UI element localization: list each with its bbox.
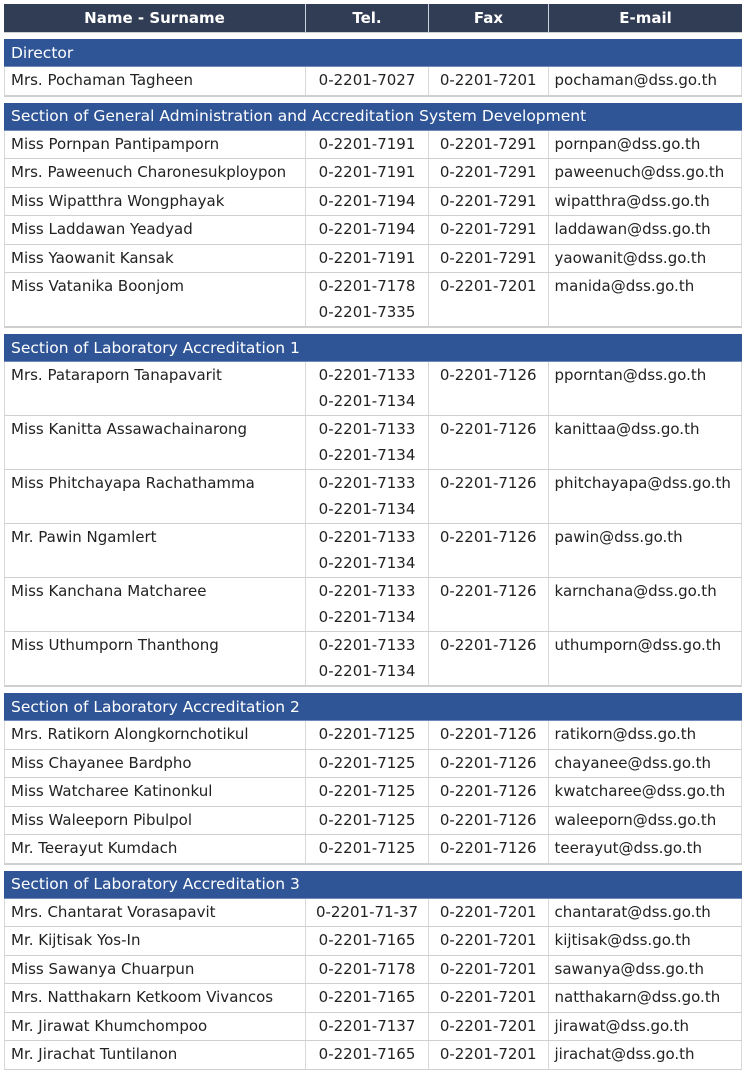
section-title: Section of Laboratory Accreditation 3 (4, 871, 742, 899)
cell-tel (306, 984, 429, 1012)
cell-tel (306, 131, 429, 159)
section-title: Director (4, 39, 742, 67)
table-row (4, 956, 742, 985)
tel-number: 0-2201-7165 (318, 1045, 416, 1063)
cell-name: Miss Wipatthra Wongphayak (5, 188, 306, 216)
table-row (4, 273, 742, 327)
cell-fax: 0-2201-7126 (429, 778, 549, 806)
cell-tel (306, 721, 429, 749)
cell-name: Mrs. Paweenuch Charonesukploypon (5, 159, 306, 187)
cell-fax: 0-2201-7126 (429, 578, 549, 631)
cell-tel (306, 778, 429, 806)
section-spacer (4, 96, 742, 103)
cell-fax: 0-2201-7126 (429, 362, 549, 415)
cell-tel (306, 1041, 429, 1069)
cell-tel (306, 416, 429, 469)
tel-number: 0-2201-7125 (318, 810, 416, 829)
tel-number: 0-2201-7194 (318, 220, 416, 238)
tel-number: 0-2201-7133 (318, 636, 416, 654)
cell-fax: 0-2201-7201 (429, 273, 549, 326)
table-row (4, 245, 742, 274)
cell-name: Mrs. Natthakarn Ketkoom Vivancos (5, 984, 306, 1012)
cell-name: Miss Phitchayapa Rachathamma (5, 470, 306, 523)
header-name: Name - Surname (4, 4, 306, 32)
tel-number: 0-2201-7134 (318, 553, 416, 572)
cell-name: Miss Watcharee Katinonkul (5, 778, 306, 806)
section-spacer (4, 686, 742, 693)
cell-tel (306, 524, 429, 577)
cell-name: Mr. Teerayut Kumdach (5, 835, 306, 863)
cell-fax: 0-2201-7126 (429, 807, 549, 835)
cell-tel (306, 362, 429, 415)
cell-email: uthumporn@dss.go.th (554, 636, 722, 654)
cell-name: Miss Uthumporn Thanthong (5, 632, 306, 685)
tel-number: 0-2201-7165 (318, 931, 416, 949)
table-row (4, 984, 742, 1013)
cell-name: Miss Pornpan Pantipamporn (5, 131, 306, 159)
tel-number: 0-2201-7178 (318, 959, 416, 978)
tel-number: 0-2201-7133 (318, 420, 416, 438)
cell-email: pochaman@dss.go.th (554, 71, 717, 89)
contact-directory-table (4, 4, 742, 1070)
cell-fax: 0-2201-7126 (429, 470, 549, 523)
tel-number: 0-2201-7134 (318, 607, 416, 626)
cell-fax: 0-2201-7201 (429, 984, 549, 1012)
tel-number: 0-2201-7191 (318, 163, 416, 181)
cell-name: Mrs. Pochaman Tagheen (5, 67, 306, 95)
cell-email: pornpan@dss.go.th (554, 134, 701, 153)
cell-email: phitchayapa@dss.go.th (554, 474, 731, 492)
cell-fax: 0-2201-7126 (429, 835, 549, 863)
cell-name: Mr. Pawin Ngamlert (5, 524, 306, 577)
header-email: E-mail (619, 9, 672, 27)
tel-number: 0-2201-7134 (318, 391, 416, 410)
cell-fax: 0-2201-7201 (429, 1041, 549, 1069)
table-row (4, 721, 742, 750)
cell-name: Mrs. Pataraporn Tanapavarit (5, 362, 306, 415)
cell-name: Mr. Kijtisak Yos-In (5, 927, 306, 955)
cell-fax: 0-2201-7291 (429, 188, 549, 216)
section-title: Section of Laboratory Accreditation 1 (4, 334, 742, 362)
cell-fax: 0-2201-7291 (429, 216, 549, 244)
table-row (4, 188, 742, 217)
cell-fax: 0-2201-7201 (429, 899, 549, 927)
tel-number: 0-2201-71-37 (315, 902, 419, 921)
tel-number: 0-2201-7125 (318, 782, 416, 800)
cell-email: jirawat@dss.go.th (554, 1016, 690, 1035)
tel-number: 0-2201-7134 (318, 661, 416, 680)
cell-fax: 0-2201-7201 (429, 927, 549, 955)
cell-email: laddawan@dss.go.th (554, 220, 711, 238)
tel-number: 0-2201-7178 (318, 277, 416, 295)
table-row (4, 778, 742, 807)
cell-tel (306, 835, 429, 863)
table-row (4, 159, 742, 188)
table-row (4, 899, 742, 928)
cell-tel (306, 159, 429, 187)
table-row (4, 216, 742, 245)
cell-tel (306, 470, 429, 523)
cell-email: waleeporn@dss.go.th (554, 810, 717, 829)
tel-number: 0-2201-7165 (318, 988, 416, 1006)
cell-fax: 0-2201-7126 (429, 721, 549, 749)
table-row (4, 632, 742, 686)
table-row (4, 835, 742, 864)
cell-fax: 0-2201-7291 (429, 159, 549, 187)
cell-email: natthakarn@dss.go.th (554, 988, 721, 1006)
table-body (4, 32, 742, 1070)
cell-tel (306, 273, 429, 326)
cell-name: Mr. Jirachat Tuntilanon (5, 1041, 306, 1069)
table-row (4, 67, 742, 96)
table-row (4, 807, 742, 836)
tel-number: 0-2201-7191 (318, 248, 416, 267)
table-row (4, 416, 742, 470)
cell-fax: 0-2201-7126 (429, 632, 549, 685)
cell-fax: 0-2201-7201 (429, 956, 549, 984)
cell-tel (306, 927, 429, 955)
cell-name: Mrs. Ratikorn Alongkornchotikul (5, 721, 306, 749)
cell-tel (306, 216, 429, 244)
tel-number: 0-2201-7133 (318, 474, 416, 492)
cell-name: Miss Laddawan Yeadyad (5, 216, 306, 244)
tel-number: 0-2201-7134 (318, 445, 416, 464)
cell-email: manida@dss.go.th (554, 277, 695, 295)
cell-name: Mr. Jirawat Khumchompoo (5, 1013, 306, 1041)
cell-email: kijtisak@dss.go.th (554, 931, 691, 949)
section-spacer (4, 864, 742, 871)
cell-name: Miss Yaowanit Kansak (5, 245, 306, 273)
cell-email: pporntan@dss.go.th (554, 366, 707, 384)
cell-name: Miss Sawanya Chuarpun (5, 956, 306, 984)
cell-email: chantarat@dss.go.th (554, 902, 711, 921)
cell-name: Miss Waleeporn Pibulpol (5, 807, 306, 835)
cell-tel (306, 807, 429, 835)
cell-email: sawanya@dss.go.th (554, 959, 705, 978)
cell-tel (306, 750, 429, 778)
tel-number: 0-2201-7133 (318, 366, 416, 384)
cell-tel (306, 956, 429, 984)
tel-number: 0-2201-7134 (318, 499, 416, 518)
section-spacer (4, 327, 742, 334)
table-row (4, 524, 742, 578)
table-row (4, 470, 742, 524)
table-header (4, 4, 742, 32)
cell-name: Miss Kanchana Matcharee (5, 578, 306, 631)
section-spacer (4, 32, 742, 39)
cell-fax: 0-2201-7126 (429, 524, 549, 577)
tel-number: 0-2201-7191 (318, 134, 416, 153)
cell-email: chayanee@dss.go.th (554, 753, 712, 772)
cell-name: Miss Kanitta Assawachainarong (5, 416, 306, 469)
cell-name: Miss Chayanee Bardpho (5, 750, 306, 778)
cell-tel (306, 188, 429, 216)
cell-email: karnchana@dss.go.th (554, 582, 717, 600)
cell-email: pawin@dss.go.th (554, 528, 683, 546)
tel-number: 0-2201-7335 (318, 302, 416, 321)
table-row (4, 927, 742, 956)
cell-email: kanittaa@dss.go.th (554, 420, 700, 438)
table-row (4, 362, 742, 416)
cell-fax: 0-2201-7291 (429, 131, 549, 159)
cell-email: yaowanit@dss.go.th (554, 248, 707, 267)
tel-number: 0-2201-7125 (318, 839, 416, 857)
tel-number: 0-2201-7137 (318, 1016, 416, 1035)
cell-fax: 0-2201-7291 (429, 245, 549, 273)
cell-email: paweenuch@dss.go.th (554, 163, 725, 181)
cell-tel (306, 899, 429, 927)
cell-email: wipatthra@dss.go.th (554, 191, 710, 210)
cell-email: jirachat@dss.go.th (554, 1045, 695, 1063)
section-title: Section of General Administration and Accreditation System Development (4, 103, 742, 131)
table-row (4, 578, 742, 632)
cell-fax: 0-2201-7201 (429, 1013, 549, 1041)
table-row (4, 1041, 742, 1070)
tel-number: 0-2201-7027 (318, 71, 416, 89)
cell-fax: 0-2201-7126 (429, 416, 549, 469)
cell-name: Miss Vatanika Boonjom (5, 273, 306, 326)
table-row (4, 750, 742, 779)
table-row (4, 131, 742, 160)
cell-tel (306, 245, 429, 273)
tel-number: 0-2201-7133 (318, 528, 416, 546)
cell-tel (306, 1013, 429, 1041)
header-tel: Tel. (306, 4, 429, 32)
cell-name: Mrs. Chantarat Vorasapavit (5, 899, 306, 927)
tel-number: 0-2201-7133 (318, 582, 416, 600)
cell-email: ratikorn@dss.go.th (554, 725, 697, 743)
cell-fax: 0-2201-7126 (429, 750, 549, 778)
tel-number: 0-2201-7194 (318, 191, 416, 210)
cell-fax: 0-2201-7201 (429, 67, 549, 95)
cell-email: teerayut@dss.go.th (554, 839, 702, 857)
cell-tel (306, 67, 429, 95)
section-title: Section of Laboratory Accreditation 2 (4, 693, 742, 721)
table-row (4, 1013, 742, 1042)
header-fax: Fax (429, 4, 549, 32)
cell-email: kwatcharee@dss.go.th (554, 782, 726, 800)
cell-tel (306, 578, 429, 631)
cell-tel (306, 632, 429, 685)
tel-number: 0-2201-7125 (318, 753, 416, 772)
tel-number: 0-2201-7125 (318, 725, 416, 743)
